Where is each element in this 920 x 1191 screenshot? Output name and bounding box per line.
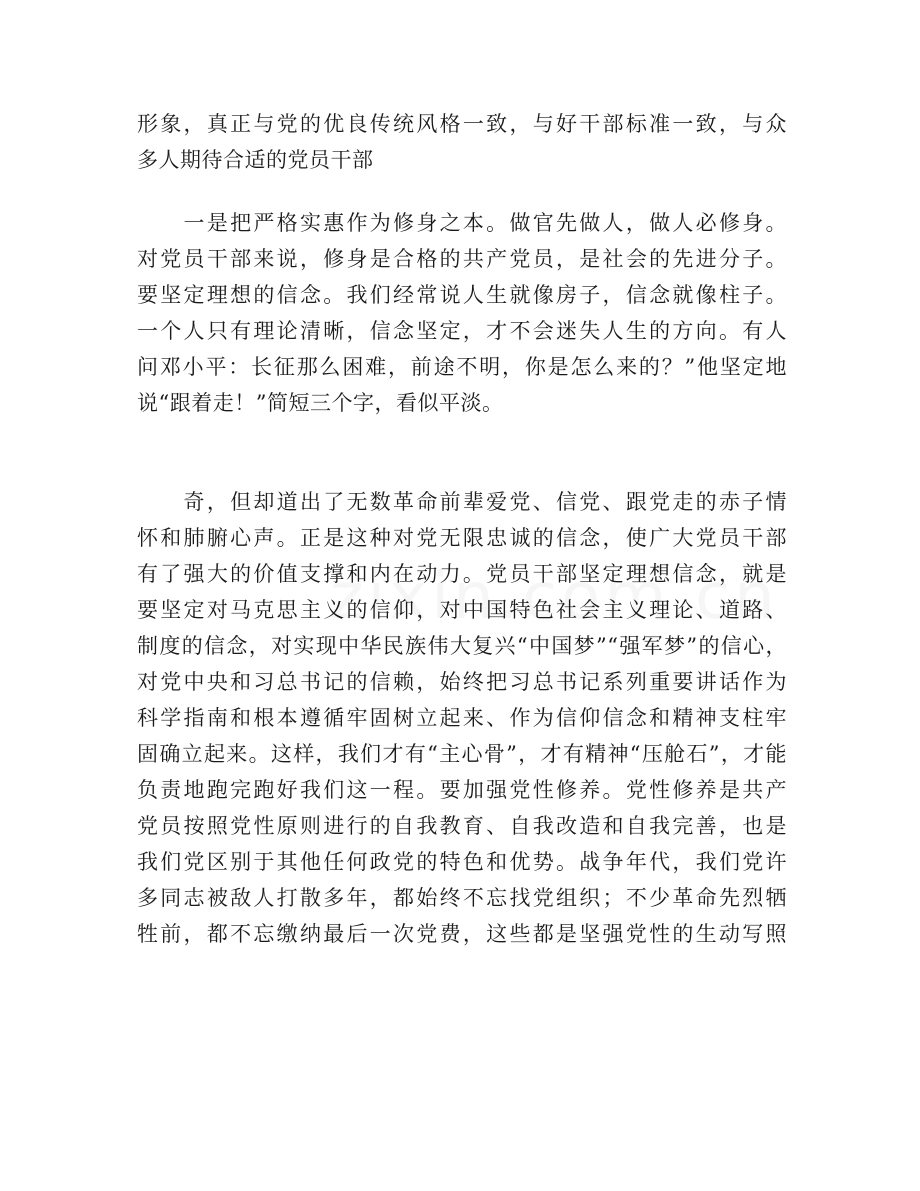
text-line: 固确立起来。这样，我们才有“主心骨”，才有精神“压舱石”，才能: [137, 742, 787, 766]
text-line: 一个人只有理论清晰，信念坚定，才不会迷失人生的方向。有人: [137, 319, 787, 343]
text-line: 要坚定对马克思主义的信仰，对中国特色社会主义理论、道路、: [137, 598, 787, 622]
paragraph-1: [137, 106, 787, 178]
text-line: 负责地跑完跑好我们这一程。要加强党性修养。党性修养是共产: [137, 778, 787, 802]
text-line: 对党中央和习总书记的信赖，始终把习总书记系列重要讲话作为: [137, 670, 787, 694]
text-line: 有了强大的价值支撑和内在动力。党员干部坚定理想信念，就是: [137, 562, 787, 586]
paragraph-2: [137, 205, 787, 421]
text-line: 问邓小平：长征那么困难，前途不明，你是怎么来的？”他坚定地: [137, 355, 787, 379]
text-line: 说“跟着走！”简短三个字，看似平淡。: [137, 391, 504, 415]
text-line: 要坚定理想的信念。我们经常说人生就像房子，信念就像柱子。: [137, 283, 787, 307]
paragraph-3: [137, 484, 787, 952]
text-line: 对党员干部来说，修身是合格的共产党员，是社会的先进分子。: [137, 247, 787, 271]
text-line: 形象，真正与党的优良传统风格一致，与好干部标准一致，与众: [137, 112, 787, 136]
text-line: 我们党区别于其他任何政党的特色和优势。战争年代，我们党许: [137, 850, 787, 874]
text-line: 多同志被敌人打散多年，都始终不忘找党组织；不少革命先烈牺: [137, 886, 787, 910]
text-line: 一是把严格实惠作为修身之本。做官先做人，做人必修身。: [137, 211, 787, 235]
text-line: 党员按照党性原则进行的自我教育、自我改造和自我完善，也是: [137, 814, 787, 838]
text-line: 制度的信念，对实现中华民族伟大复兴“中国梦”“强军梦”的信心，: [137, 634, 787, 658]
text-line: 牲前，都不忘缴纳最后一次党费，这些都是坚强党性的生动写照: [137, 922, 787, 946]
text-line: 多人期待合适的党员干部: [137, 148, 374, 172]
text-line: 奇，但却道出了无数革命前辈爱党、信党、跟党走的赤子情: [137, 490, 787, 514]
text-line: 怀和肺腑心声。正是这种对党无限忠诚的信念，使广大党员干部: [137, 526, 787, 550]
text-line: 科学指南和根本遵循牢固树立起来、作为信仰信念和精神支柱牢: [137, 706, 787, 730]
